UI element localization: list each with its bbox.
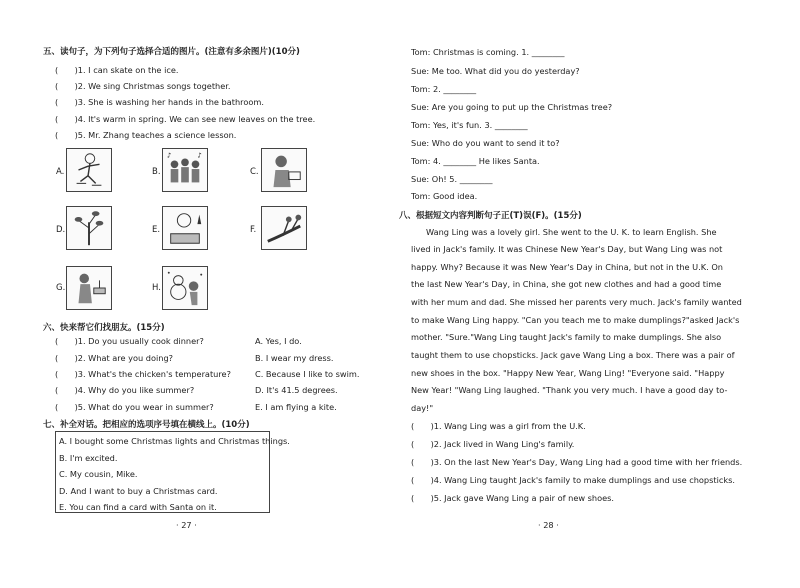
s7-option-d: D. And I want to buy a Christmas card. [59,486,218,496]
passage-line-10: New Year! "Wang Ling laughed. "Thank you very much. I have a good day to- [411,385,728,395]
s8-statement-5: ( )5. Jack gave Wang Ling a pair of new shoes. [411,493,615,503]
page-number-right: · 28 · [538,520,559,530]
dialogue-line-8: Sue: Oh! 5. ________ [411,174,493,184]
s8-statement-1: ( )1. Wang Ling was a girl from the U.K. [411,421,586,431]
leaves-icon [66,206,112,250]
pic-label-b: B. [152,167,161,177]
s6-answer-e: E. I am flying a kite. [255,402,337,412]
s7-option-a: A. I bought some Christmas lights and Christmas things. [59,436,290,446]
passage-line-1: Wang Ling was a lovely girl. She went to the U. K. to learn English. She [426,227,717,237]
s6-answer-d: D. It's 41.5 degrees. [255,385,338,395]
section5-title: 五、读句子，为下列句子选择合适的图片。(注意有多余图片)(10分) [43,47,300,57]
passage-line-11: day!" [411,403,434,413]
pic-label-a: A. [56,167,65,177]
passage-line-3: happy. Why? Because it was New Year's Day in China, but not in the U.K. On [411,262,723,272]
passage-line-7: mother. "Sure."Wang Ling taught Jack's family to make dumplings. She also [411,332,722,342]
s5-item-5: ( )5. Mr. Zhang teaches a science lesson. [55,130,237,140]
passage-line-2: lived in Jack's family. It was Chinese New Year's Day, but Wang Ling was not [411,244,723,254]
section7-title: 七、补全对话。把相应的选项序号填在横线上。(10分) [43,420,250,430]
passage-line-8: taught them to use chopsticks. Jack gave Wang Ling a box. There was a pair of [411,350,735,360]
passage-line-9: new shoes in the box. "Happy New Year, Wang Ling! "Everyone said. "Happy [411,368,725,378]
s6-answer-b: B. I wear my dress. [255,353,334,363]
pic-label-c: C. [250,167,259,177]
s8-statement-2: ( )2. Jack lived in Wang Ling's family. [411,439,575,449]
s6-question-4: ( )4. Why do you like summer? [55,385,195,395]
s7-option-b: B. I'm excited. [59,453,118,463]
s7-option-e: E. You can find a card with Santa on it. [59,502,217,512]
dialogue-line-6: Sue: Who do you want to send it to? [411,138,560,148]
pic-label-g: G. [56,283,66,293]
s8-statement-4: ( )4. Wang Ling taught Jack's family to make dumplings and use chopsticks. [411,475,735,485]
s5-item-1: ( )1. I can skate on the ice. [55,65,179,75]
dialogue-line-5: Tom: Yes, it's fun. 3. ________ [411,120,528,130]
teacher-icon [261,148,307,192]
dialogue-line-7: Tom: 4. ________ He likes Santa. [411,156,540,166]
passage-line-6: to make Wang Ling happy. "Can you teach me to make dumplings?"asked Jack's [411,315,740,325]
s6-answer-a: A. Yes, I do. [255,336,302,346]
pic-label-h: H. [152,283,161,293]
section8-title: 八、根据短文内容判断句子正(T)误(F)。(15分) [399,211,582,221]
s7-option-c: C. My cousin, Mike. [59,469,138,479]
section6-title: 六、快来帮它们找朋友。(15分) [43,323,165,333]
pic-label-d: D. [56,225,66,235]
box-plant-icon [162,206,208,250]
snow-scene-icon [162,266,208,310]
dialogue-line-1: Tom: Christmas is coming. 1. ________ [411,47,565,57]
dialogue-line-4: Sue: Are you going to put up the Christmas tree? [411,102,613,112]
washing-hands-icon [66,266,112,310]
dialogue-line-9: Tom: Good idea. [411,191,478,201]
s5-item-4: ( )4. It's warm in spring. We can see new leaves on the tree. [55,114,316,124]
s5-item-2: ( )2. We sing Christmas songs together. [55,81,231,91]
passage-line-5: with her mum and dad. She missed her parents very much. Jack's family wanted [411,297,742,307]
options-box [55,431,290,513]
dialogue-line-2: Sue: Me too. What did you do yesterday? [411,66,580,76]
s6-question-5: ( )5. What do you wear in summer? [55,402,214,412]
tree-branch-icon [261,206,307,250]
s6-answer-c: C. Because I like to swim. [255,369,360,379]
pic-label-e: E. [152,225,161,235]
skater-icon [66,148,112,192]
carol-singers-icon [162,148,208,192]
pic-label-f: F. [250,225,257,235]
passage-line-4: the last New Year's Day, in China, she got new clothes and had a good time [411,279,722,289]
page-number-left: · 27 · [176,520,197,530]
s6-question-3: ( )3. What's the chicken's temperature? [55,369,231,379]
s6-question-2: ( )2. What are you doing? [55,353,173,363]
s5-item-3: ( )3. She is washing her hands in the bathroom. [55,97,264,107]
s6-question-1: ( )1. Do you usually cook dinner? [55,336,204,346]
svg-text:♪: ♪ [197,151,202,160]
svg-text:♪: ♪ [166,151,172,160]
s8-statement-3: ( )3. On the last New Year's Day, Wang Ling had a good time with her friends. [411,457,743,467]
dialogue-line-3: Tom: 2. ________ [411,84,477,94]
